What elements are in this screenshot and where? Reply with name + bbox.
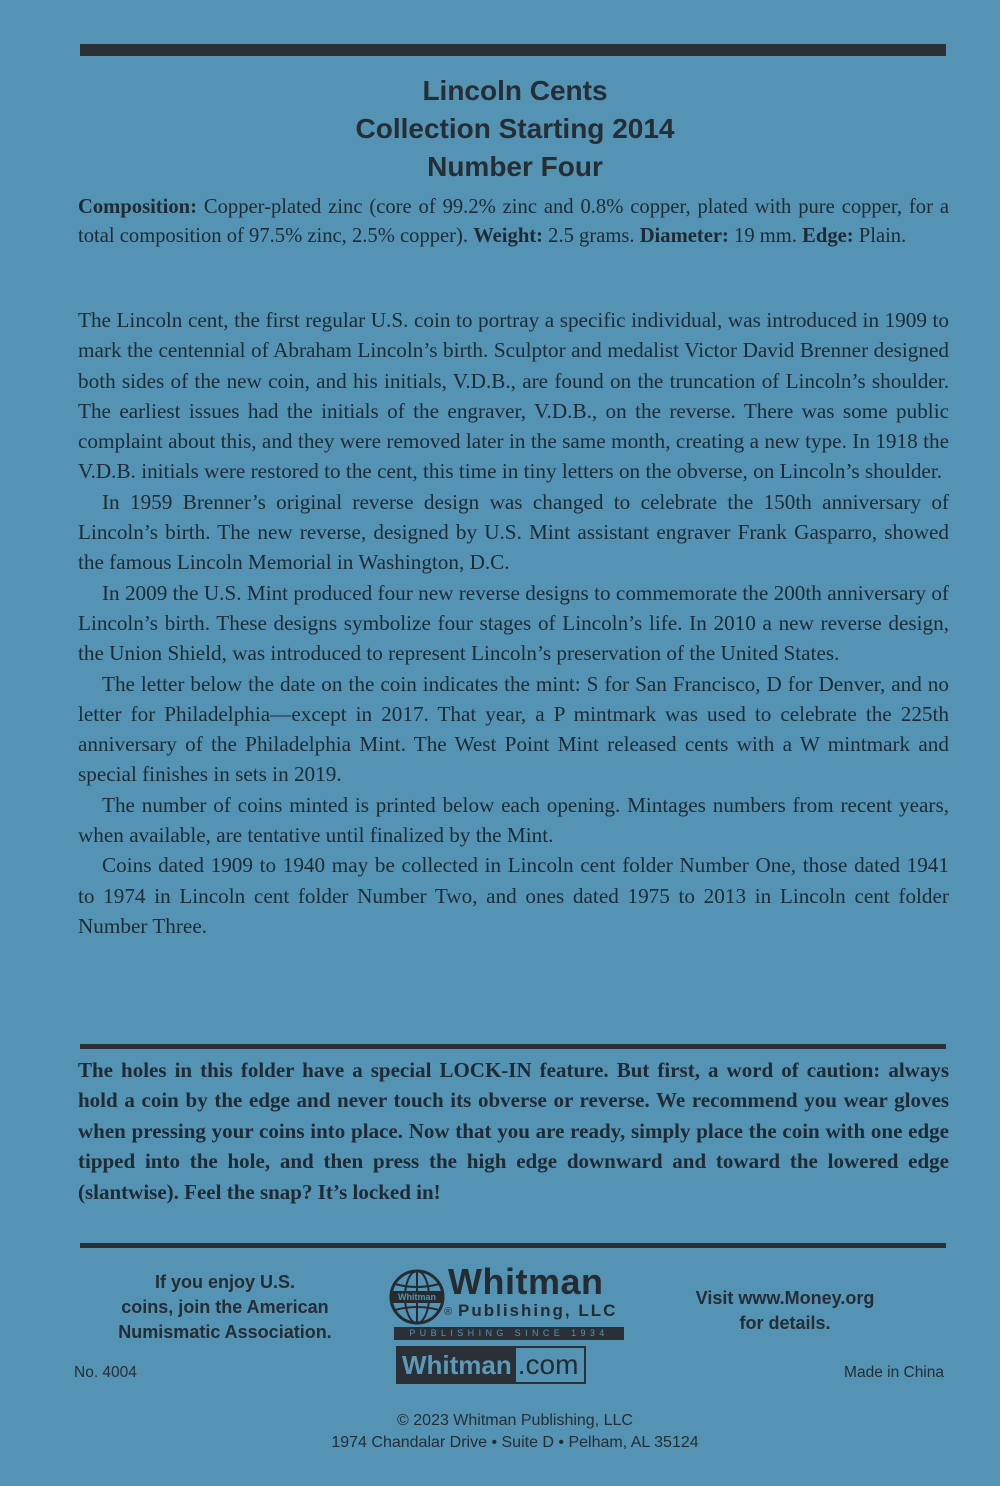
country-of-origin: Made in China [844,1364,944,1381]
history-text [78,305,949,941]
publisher-sub: Publishing, LLC [458,1301,618,1320]
edge-value: Plain. [858,225,907,247]
page-title: Lincoln Cents [422,75,608,106]
copyright-block [0,1410,1000,1454]
top-divider [80,44,946,56]
visit-line: Visit www.Money.org [695,1288,875,1308]
composition-label: Composition: [78,196,197,218]
coin-specifications [78,193,949,251]
ana-promo-line: If you enjoy U.S. [154,1272,296,1292]
item-number: No. 4004 [74,1364,137,1381]
paragraph: In 1959 Brenner’s original reverse design was changed to celebrate the 150th anniversary of Lincoln’s birth. The new reverse, designed by U.S. Mint assistant engraver Frank Gasparro, showed the famous Lincoln Memorial in Washington, D.C. [78,489,949,575]
middle-divider [80,1044,946,1049]
edge-label: Edge: [802,225,854,247]
paragraph: In 2009 the U.S. Mint produced four new reverse designs to commemorate the 200th anniversary of Lincoln’s birth. These designs symbolize four stages of Lincoln’s life. In 2010 a new reverse design, the Union Shield, was introduced to represent Lincoln’s preservation of the United States. [78,580,949,666]
ana-promo-line: coins, join the American [121,1297,329,1317]
page-subtitle: Collection Starting 2014 [355,113,675,144]
ana-promo [80,1270,370,1345]
composition-value: Copper-plated zinc (core of 99.2% zinc and 0.8% copper, plated with pure copper, for a total composition of 97.5% zinc, 2.5% copper). [78,196,949,247]
paragraph: Coins dated 1909 to 1940 may be collected in Lincoln cent folder Number One, those dated 1941 to 1974 in Lincoln cent folder Number Two, and ones dated 1975 to 2013 in Lincoln cent folder Number Three. [78,853,949,938]
folder-number: Number Four [427,151,603,182]
website-tld: .com [517,1349,579,1380]
diameter-value: 19 mm. [734,225,797,247]
header [0,72,1000,186]
publisher-address: 1974 Chandalar Drive • Suite D • Pelham, AL 35124 [331,1434,699,1451]
paragraph: The Lincoln cent, the first regular U.S. coin to portray a specific individual, was introduced in 1909 to mark the centennial of Abraham Lincoln’s birth. Sculptor and medalist Victor David Brenner designed both sides of the new coin, and his initials, V.D.B., are found on the truncation of Lincoln’s shoulder. The earliest issues had the initials of the engraver, V.D.B., on the reverse. There was some public complaint about this, and they were removed later in the same month, creating a new type. In 1918 the V.D.B. initials were restored to the cent, this time in tiny letters on the obverse, on Lincoln’s shoulder. [78,308,949,484]
publishing-since: PUBLISHING SINCE 1934 [394,1327,624,1340]
ana-promo-line: Numismatic Association. [118,1322,332,1342]
website-badge [396,1346,586,1384]
diameter-label: Diameter: [639,225,729,247]
paragraph: The letter below the date on the coin indicates the mint: S for San Francisco, D for Denver, and no letter for Philadelphia—except in 2017. That year, a P mintmark was used to celebrate the 225th anniversary of the Philadelphia Mint. The West Point Mint released cents with a W mintmark and special finishes in sets in 2019. [78,671,949,787]
registered-mark: ® [444,1306,453,1318]
lower-divider [80,1243,946,1248]
visit-line: for details. [739,1313,831,1333]
website-name: Whitman [398,1348,516,1382]
publisher-name: Whitman [448,1261,604,1302]
paragraph: The number of coins minted is printed below each opening. Mintages numbers from recent years, when available, are tentative until finalized by the Mint. [78,792,949,848]
weight-value: 2.5 grams. [548,225,635,247]
weight-label: Weight: [473,225,543,247]
visit-promo [660,1286,910,1336]
whitman-logo [388,1261,628,1382]
copyright-line: © 2023 Whitman Publishing, LLC [397,1412,633,1429]
lock-in-instructions: The holes in this folder have a special LOCK-IN feature. But first, a word of caution: always hold a coin by the edge and never touch its obverse or reverse. We recommend you wear gloves when pressing your coins into place. Now that you are ready, simply place the coin with one edge tipped into the hole, and then press the high edge downward and toward the lowered edge (slantwise). Feel the snap? It’s locked in! [78,1058,949,1204]
globe-icon [388,1268,446,1326]
globe-label: Whitman [398,1292,436,1302]
